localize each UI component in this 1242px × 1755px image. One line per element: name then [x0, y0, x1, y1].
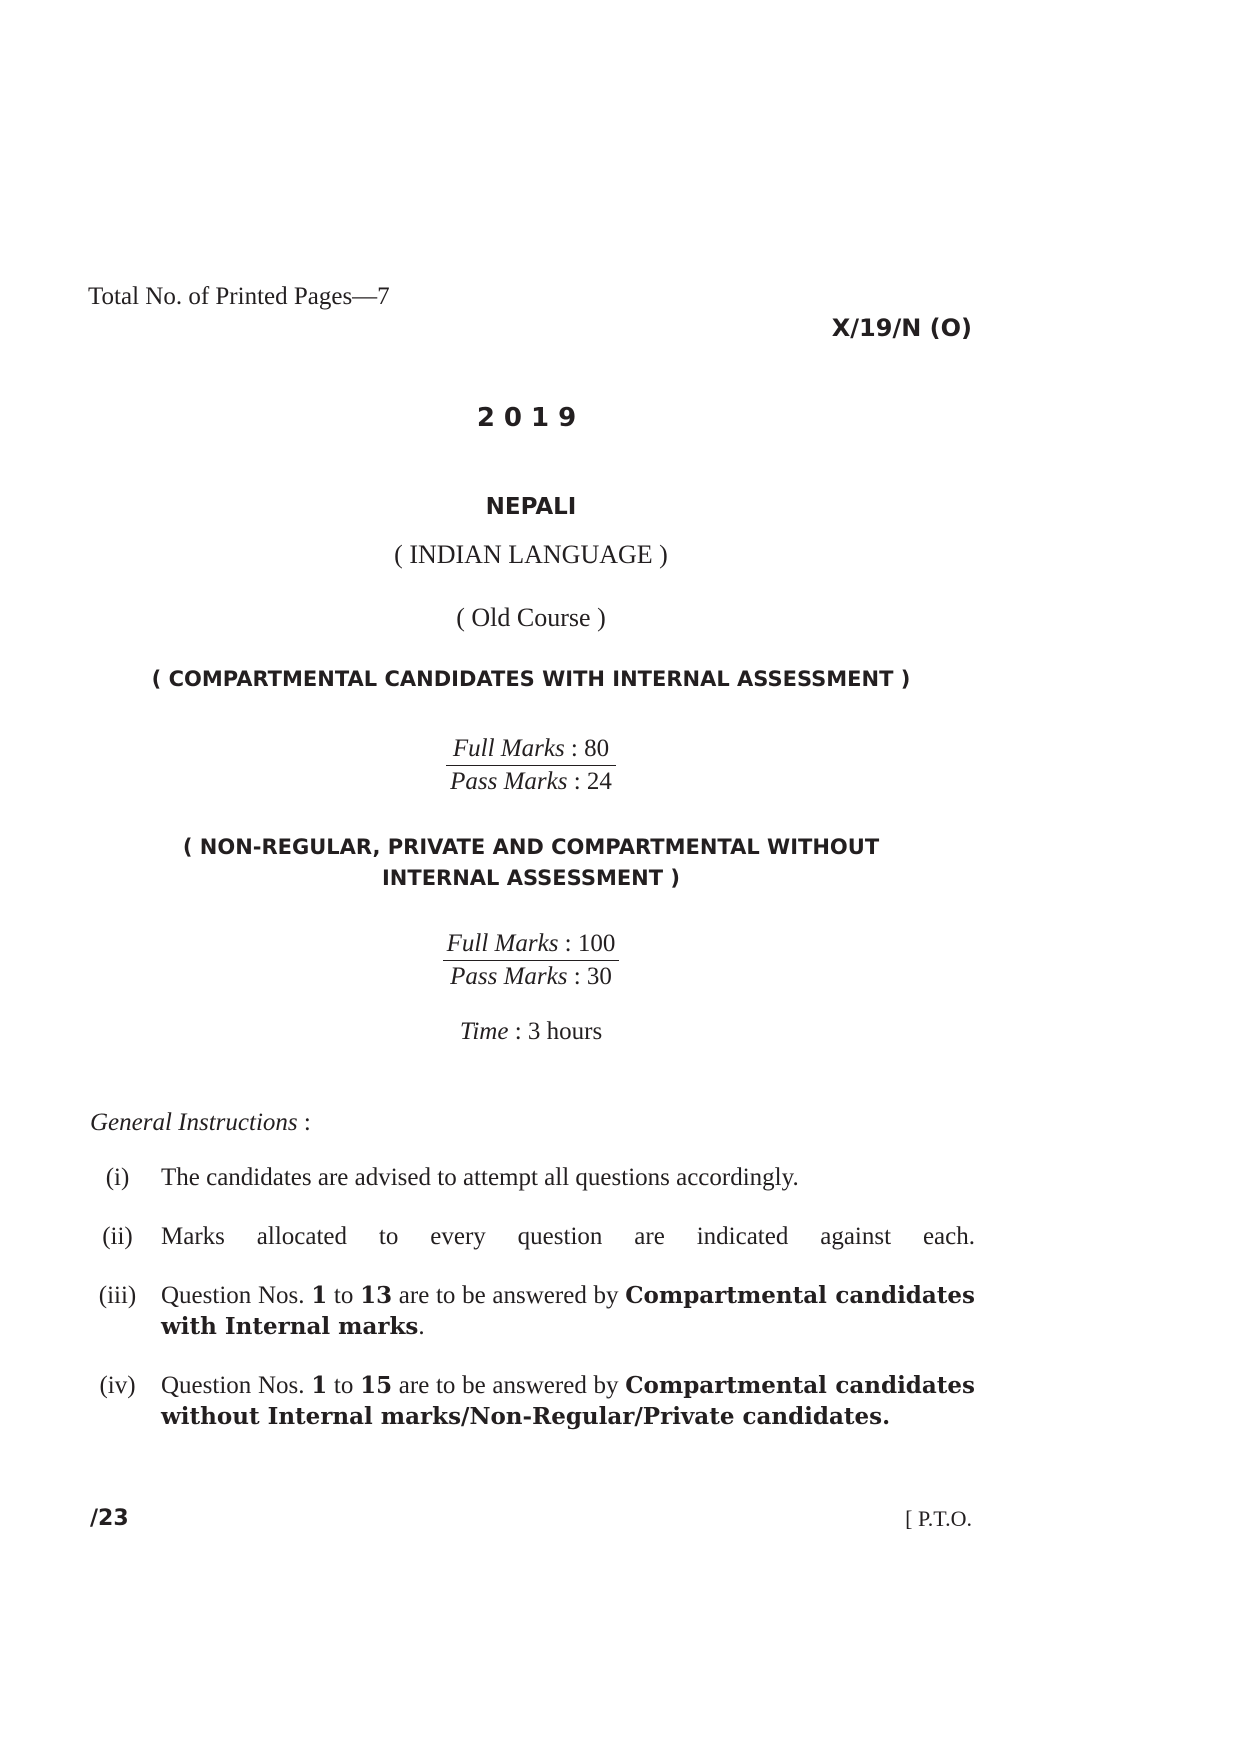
exam-year: 2019 — [476, 403, 586, 433]
paper-code: X/19/N (O) — [831, 314, 972, 342]
printed-pages-note: Total No. of Printed Pages—7 — [88, 283, 390, 310]
instruction-item-1: (i) The candidates are advised to attempt all questions accordingly. — [105, 1164, 799, 1191]
general-instructions-title: General Instructions : — [90, 1109, 311, 1136]
marks-without-ia — [0, 928, 1062, 993]
section-without-ia-heading: ( NON-REGULAR, PRIVATE AND COMPARTMENTAL WITHOUT INTERNAL ASSESSMENT ) — [182, 835, 880, 890]
full-marks-with-ia: Full Marks : 80 — [446, 733, 616, 766]
language-subtitle: ( INDIAN LANGUAGE ) — [394, 540, 668, 569]
full-marks-without-ia: Full Marks : 100 — [443, 928, 620, 961]
subject-title: NEPALI — [485, 494, 577, 520]
pto-footer: [ P.T.O. — [905, 1506, 972, 1531]
section-with-ia-heading: ( COMPARTMENTAL CANDIDATES WITH INTERNAL ASSESSMENT ) — [151, 667, 911, 691]
pass-marks-with-ia: Pass Marks : 24 — [450, 768, 612, 795]
course-subtitle: ( Old Course ) — [456, 603, 606, 632]
pass-marks-without-ia: Pass Marks : 30 — [450, 963, 612, 990]
instruction-item-3: (iii) Question Nos. 1 to 13 are to be answered by Compartmental candidates with Internal marks. — [98, 1282, 975, 1340]
page-code-footer: /23 — [90, 1506, 129, 1531]
instruction-item-2: (ii) Marks allocated to every question are indicated against each. — [102, 1223, 975, 1250]
exam-time: Time : 3 hours — [459, 1018, 603, 1045]
marks-with-ia — [0, 733, 1062, 798]
instruction-item-4: (iv) Question Nos. 1 to 15 are to be answered by Compartmental candidates without Internal marks/Non-Regular/Private candidates. — [99, 1372, 975, 1430]
